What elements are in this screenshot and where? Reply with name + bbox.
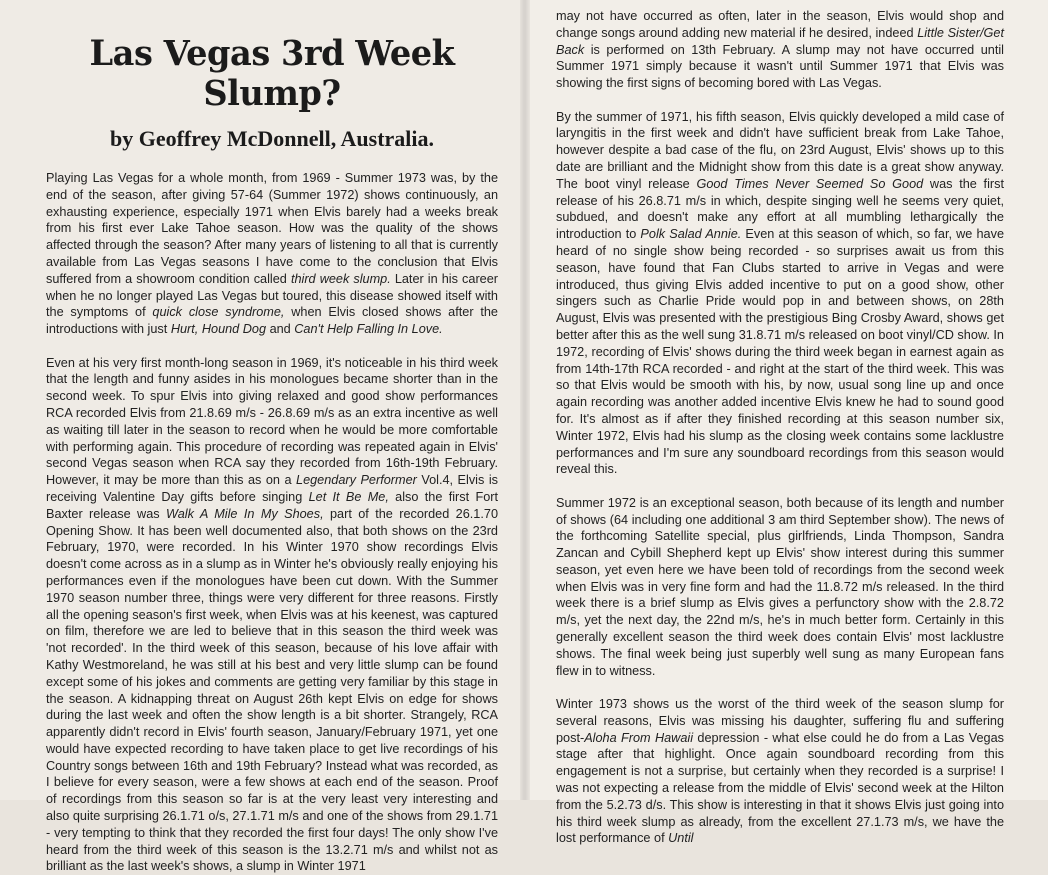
- right-page: [524, 0, 1048, 846]
- text-run: Vol.4, Elvis is receiving Valentine Day gifts before singing: [46, 473, 498, 504]
- italic-text: Let It Be Me,: [308, 489, 389, 504]
- text-run: By the summer of 1971, his fifth season, Elvis quickly developed a mild case of laryngitis in the first week and didn't have sufficient break from Lake Tahoe, however despite a bad case of the flu, on 23rd August, Elvis' shows up to this date are brilliant and the Midnight show from this date is a great show anyway. The boot vinyl release: [556, 109, 1004, 191]
- text-run: may not have occurred as often, later in the season, Elvis would shop and change songs around adding new material if he desired, indeed: [556, 9, 1004, 40]
- paragraph: [556, 8, 1004, 92]
- text-run: Even at this season of which, so far, we have heard of no single show being recorded - so surprises await us from this season, have found that Fan Clubs started to arrive in Vegas and were introduced, thus giving Elvis added incentive to put on a good show, other singers such as Charlie Pride would pop in and between shows, on 28th August, Elvis was presented with the prestigious Bing Crosby Award, shows get better after this as the well sung 31.8.71 m/s released on boot vinyl/CD show. In 1972, recording of Elvis' shows during the third week began in earnest again as from 14th-17th RCA recorded - and right at the start of the third week. This was so that Elvis would be smooth with his, by now, usual song line up and once again recording was another added incentive Elvis knew he had to sound good for. It's almost as if after they finished recording at this season number six, Winter 1972, Elvis had his slump as the closing week contains some lacklustre performances and I'm sure any soundboard recordings from this season would reveal this.: [556, 227, 1004, 477]
- text-run: also the first Fort Baxter release was: [46, 489, 499, 521]
- text-run: part of the recorded 26.1.70 Opening Show. It has been well documented also, that both shows on the 23rd February, 1970, were recorded. In his Winter 1970 show recordings Elvis doesn't come across as in a slump as in Winter he's obviously really enjoying his performances even if the monologues have been cut down. With the Summer 1970 season number three, things were very different for three reasons. Firstly all the opening season's first week, when Elvis was at his keenest, was captured on film, therefore we are led to believe that in this season the third week was 'not recorded'. In the third week of this season, because of his love affair with Kathy Westmoreland, he was still at his best and very little slump can be found except some of his jokes and comments are getting very familiar by this stage in the season. A kidnapping threat on August 26th kept Elvis on edge for shows during the last week and often the show length is a bit shorter. Strangely, RCA apparently didn't record in Elvis' fourth season, January/February 1971, yet one would have expected recording to have taken place to get live recordings of his Country songs between 16th and 19th February? Instead what was recorded, as I believe for every season, were a few shows at each end of the season. Proof of recordings from this season so far is at the very least very interesting and also quite surprising 26.1.71 o/s, 27.1.71 m/s and one of the shows from 29.1.71 - very tempting to think that they recorded the first four days! The only show I've heard from the third week of this season is the 13.2.71 m/s and whilst not as brilliant as the last week's shows, a slump in Winter 1971: [46, 506, 498, 874]
- text-run: and: [266, 322, 295, 337]
- paragraph: [46, 355, 498, 875]
- italic-text: Good Times Never Seemed So Good: [696, 176, 924, 191]
- italic-text: Hurt, Hound Dog: [170, 322, 267, 337]
- italic-text: Until: [668, 831, 694, 846]
- text-run: depression - what else could he do from a Las Vegas stage after that highlight. Once again soundboard recording from this engagement is not a surprise, but certainly when they recorded is a surprise! I was not expecting a release from the middle of Elvis' second week at the Hilton from the 5.2.73 d/s. This show is interesting in that it shows Elvis just going into his third week slump as already, from the excellent 27.1.73 m/s, we have the lost performance of: [556, 730, 1004, 846]
- article-byline: by Geoffrey McDonnell, Australia.: [109, 126, 435, 151]
- italic-text: Legendary Performer: [296, 473, 417, 488]
- paragraph: [556, 109, 1004, 479]
- text-run: Even at his very first month-long season in 1969, it's noticeable in his third week that the length and funny asides in his monologues became shorter than in the second week. To spur Elvis into giving relaxed and good show performances RCA recorded Elvis from 21.8.69 m/s - 26.8.69 m/s as an extra incentive as well as waiting till later in the season to record when he would be more comfortable with performing again. This procedure of recording was repeated again in Elvis' second Vegas season when RCA say they recorded from 16th-19th February. However, it may be more than this as on a: [46, 355, 498, 488]
- italic-text: Walk A Mile In My Shoes,: [165, 506, 324, 521]
- text-run: when Elvis closed shows after the introductions with just: [46, 305, 498, 337]
- italic-text: Polk Salad Annie.: [640, 227, 742, 242]
- text-run: Later in his career when he no longer played Las Vegas but toured, this disease showed itself with the symptoms of: [46, 271, 499, 320]
- italic-text: third week slump.: [290, 271, 391, 286]
- text-run: was the first release of his 26.8.71 m/s in which, despite singing well he seems very quiet, subdued, and doesn't make any effort at all mumbling lethargically the introduction to: [556, 176, 1004, 242]
- article-title: Las Vegas 3rd Week Slump?: [89, 33, 455, 114]
- paragraph: [556, 696, 1004, 847]
- text-run: Playing Las Vegas for a whole month, from 1969 - Summer 1973 was, by the end of the season, after giving 57-64 (Summer 1972) shows continuously, an exhausting experience, especially 1971 when Elvis barely had a weeks break from his first ever Lake Tahoe season. How was the quality of the shows affected through the season? After many years of listening to all that is currently available from Las Vegas seasons I have come to the conclusion that Elvis suffered from a showroom condition called: [46, 171, 498, 286]
- italic-text: Can't Help Falling In Love.: [294, 322, 443, 337]
- page-gutter: [520, 0, 530, 800]
- paragraph: [556, 495, 1004, 680]
- paragraph: [46, 170, 498, 338]
- italic-text: Little Sister/Get Back: [556, 25, 1004, 57]
- text-run: Summer 1972 is an exceptional season, both because of its length and number of shows (64 including one additional 3 am third September show). The news of the forthcoming Satellite special, plus girlfriends, Linda Thompson, Sandra Zancan and Cybill Shepherd kept up Elvis' show interest during this summer season, yet even here we have been told of recordings from the second week when Elvis was in very fine form and had the 11.8.72 m/s released. In the third week there is a brief slump as Elvis gives a perfunctory show with the 2.8.72 m/s, yet the next day, the 22nd m/s, he's in much better form. Certainly in this generally excellent season the third week does contain Elvis' most lacklustre shows. The final week being just superbly well sung as many European fans flew in to witness.: [556, 495, 1004, 678]
- text-run: Winter 1973 shows us the worst of the third week of the season slump for several reasons, Elvis was missing his daughter, suffering flu and suffering post-: [556, 697, 1004, 745]
- left-page-body: [46, 170, 498, 875]
- italic-text: Aloha From Hawaii: [584, 730, 694, 745]
- italic-text: quick close syndrome,: [152, 305, 285, 320]
- right-page-body: [556, 8, 1004, 847]
- left-page: [0, 0, 524, 874]
- text-run: is performed on 13th February. A slump may not have occurred until Summer 1971 simply because it wasn't until Summer 1971 that Elvis was showing the first signs of becoming bored with Las Vegas.: [556, 42, 1004, 91]
